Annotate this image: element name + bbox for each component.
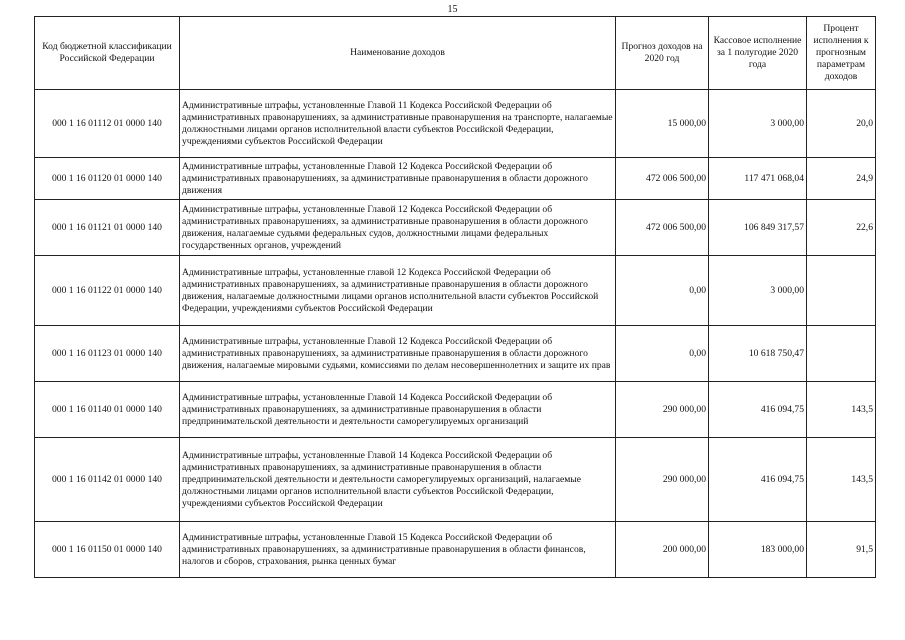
header-percent: Процент исполнения к прогнозным параметрам доходов	[807, 17, 876, 90]
page-number: 15	[447, 4, 458, 15]
row-code: 000 1 16 01140 01 0000 140	[35, 382, 180, 438]
row-code: 000 1 16 01120 01 0000 140	[35, 158, 180, 200]
row-forecast: 472 006 500,00	[616, 200, 709, 256]
row-forecast: 0,00	[616, 326, 709, 382]
header-forecast: Прогноз доходов на 2020 год	[616, 17, 709, 90]
row-cash: 183 000,00	[709, 522, 807, 578]
row-percent: 143,5	[807, 438, 876, 522]
revenue-table	[34, 16, 876, 578]
table-row	[35, 200, 876, 256]
row-name: Административные штрафы, установленные главой 12 Кодекса Российской Федерации об административных правонарушениях, за административные правонарушения в области дорожного движения, налагаемые должностными лицами органов исполнительной власти субъектов Российской Федерации, учреждениями субъектов Российской Федерации	[180, 256, 616, 326]
row-name: Административные штрафы, установленные Главой 12 Кодекса Российской Федерации об административных правонарушениях, за административные правонарушения в области дорожного движения	[180, 158, 616, 200]
row-name: Административные штрафы, установленные Главой 11 Кодекса Российской Федерации об административных правонарушениях, за административные правонарушения на транспорте, налагаемые должностными лицами органов исполнительной власти субъектов Российской Федерации, учреждениями субъектов Российской Федерации	[180, 90, 616, 158]
row-name: Административные штрафы, установленные Главой 15 Кодекса Российской Федерации об административных правонарушениях, за административные правонарушения в области финансов, налогов и сборов, страхования, рынка ценных бумаг	[180, 522, 616, 578]
row-percent: 20,0	[807, 90, 876, 158]
row-cash: 106 849 317,57	[709, 200, 807, 256]
header-name: Наименование доходов	[180, 17, 616, 90]
header-code: Код бюджетной классификации Российской Федерации	[35, 17, 180, 90]
table-row	[35, 256, 876, 326]
row-name: Административные штрафы, установленные Главой 12 Кодекса Российской Федерации об административных правонарушениях, за административные правонарушения в области дорожного движения, налагаемые судьями федеральных судов, должностными лицами федеральных государственных органов, учреждений	[180, 200, 616, 256]
row-cash: 117 471 068,04	[709, 158, 807, 200]
row-cash: 416 094,75	[709, 382, 807, 438]
row-percent	[807, 326, 876, 382]
row-cash: 416 094,75	[709, 438, 807, 522]
row-cash: 3 000,00	[709, 256, 807, 326]
row-percent	[807, 256, 876, 326]
header-cash: Кассовое исполнение за 1 полугодие 2020 года	[709, 17, 807, 90]
row-code: 000 1 16 01142 01 0000 140	[35, 438, 180, 522]
row-code: 000 1 16 01121 01 0000 140	[35, 200, 180, 256]
row-code: 000 1 16 01150 01 0000 140	[35, 522, 180, 578]
row-forecast: 15 000,00	[616, 90, 709, 158]
row-percent: 91,5	[807, 522, 876, 578]
table-row	[35, 326, 876, 382]
table-row	[35, 382, 876, 438]
row-percent: 24,9	[807, 158, 876, 200]
row-code: 000 1 16 01122 01 0000 140	[35, 256, 180, 326]
table-row	[35, 90, 876, 158]
row-forecast: 290 000,00	[616, 438, 709, 522]
row-cash: 3 000,00	[709, 90, 807, 158]
table-row	[35, 158, 876, 200]
row-forecast: 290 000,00	[616, 382, 709, 438]
row-percent: 143,5	[807, 382, 876, 438]
row-name: Административные штрафы, установленные Главой 14 Кодекса Российской Федерации об административных правонарушениях, за административные правонарушения в области предпринимательской деятельности и деятельности саморегулируемых организаций	[180, 382, 616, 438]
row-percent: 22,6	[807, 200, 876, 256]
row-name: Административные штрафы, установленные Главой 12 Кодекса Российской Федерации об административных правонарушениях, за административные правонарушения в области дорожного движения, налагаемые мировыми судьями, комиссиями по делам несовершеннолетних и защите их прав	[180, 326, 616, 382]
row-forecast: 472 006 500,00	[616, 158, 709, 200]
row-code: 000 1 16 01112 01 0000 140	[35, 90, 180, 158]
table-row	[35, 438, 876, 522]
table-row	[35, 522, 876, 578]
row-name: Административные штрафы, установленные Главой 14 Кодекса Российской Федерации об административных правонарушениях, за административные правонарушения в области предпринимательской деятельности и деятельности саморегулируемых организаций, налагаемые должностными лицами органов исполнительной власти субъектов Российской Федерации, учреждениями субъектов Российской Федерации	[180, 438, 616, 522]
row-forecast: 200 000,00	[616, 522, 709, 578]
table-header-row	[35, 17, 876, 90]
row-code: 000 1 16 01123 01 0000 140	[35, 326, 180, 382]
row-forecast: 0,00	[616, 256, 709, 326]
row-cash: 10 618 750,47	[709, 326, 807, 382]
